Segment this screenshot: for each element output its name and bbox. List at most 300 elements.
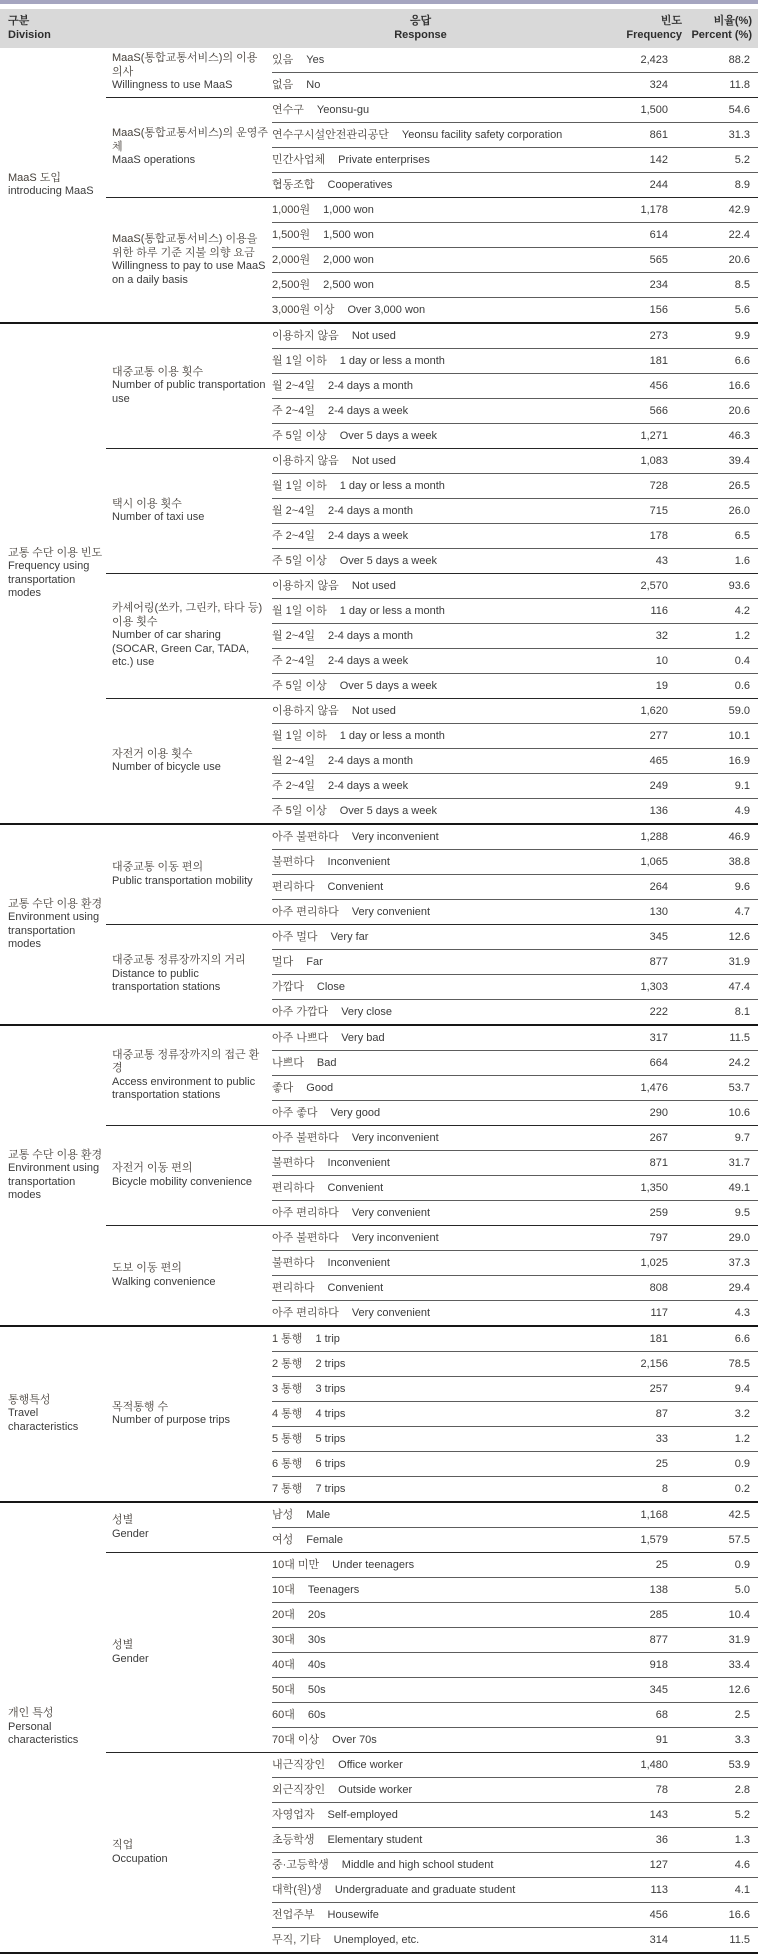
response-english: Over 70s — [332, 1733, 377, 1746]
response-korean: 아주 불편하다 — [272, 1231, 339, 1244]
percent-value: 54.6 — [728, 103, 750, 116]
response-cell — [272, 1784, 608, 1797]
division-label-cell — [0, 48, 106, 322]
header-division-english: Division — [8, 29, 51, 41]
percent-value: 4.3 — [734, 1306, 750, 1319]
response-cell — [272, 906, 608, 919]
table-row — [272, 98, 758, 122]
frequency-value: 87 — [655, 1407, 668, 1420]
frequency-value: 1,620 — [640, 704, 668, 717]
response-cell — [272, 580, 608, 593]
percent-value: 46.9 — [728, 830, 750, 843]
table-row — [272, 1050, 758, 1075]
category-label-english: MaaS operations — [112, 154, 196, 167]
response-cell — [272, 605, 608, 618]
response-cell — [272, 881, 608, 894]
response-korean: 3 통행 — [272, 1382, 303, 1395]
percent-value: 29.4 — [728, 1281, 750, 1294]
response-english: Under teenagers — [332, 1558, 415, 1571]
percent-value: 2.8 — [734, 1783, 750, 1796]
response-english: 1,000 won — [323, 203, 374, 216]
frequency-value: 19 — [655, 679, 668, 692]
category-rows — [272, 98, 758, 197]
response-cell — [272, 1609, 608, 1622]
category-label-korean: 대중교통 이동 편의 — [112, 861, 204, 873]
response-korean: 주 5일 이상 — [272, 429, 327, 442]
response-english: 2-4 days a week — [327, 404, 409, 417]
table-row — [272, 498, 758, 523]
percent-value: 6.6 — [734, 1332, 750, 1345]
frequency-value: 1,025 — [640, 1256, 668, 1269]
response-korean: 월 2~4일 — [272, 379, 315, 392]
category-group — [106, 1225, 758, 1325]
category-rows — [272, 574, 758, 698]
percent-value: 42.5 — [728, 1508, 750, 1521]
response-cell — [272, 730, 608, 743]
category-group — [106, 1552, 758, 1752]
response-english: 1 trip — [315, 1332, 340, 1345]
category-label-english: Walking convenience — [112, 1275, 216, 1288]
response-cell — [272, 1684, 608, 1697]
response-cell — [272, 1358, 608, 1371]
table-row — [272, 348, 758, 373]
category-label-korean: 대중교통 이용 횟수 — [112, 365, 204, 378]
division-label-english: Travel characteristics — [8, 1407, 79, 1433]
frequency-value: 32 — [655, 629, 668, 642]
frequency-value: 456 — [649, 1908, 668, 1921]
response-korean: 월 2~4일 — [272, 504, 315, 517]
response-korean: 40대 — [272, 1658, 295, 1671]
frequency-value: 130 — [649, 905, 668, 918]
header-frequency-english: Frequency — [626, 29, 682, 41]
frequency-value: 566 — [649, 404, 668, 417]
response-english: Good — [306, 1081, 334, 1094]
response-english: Inconvenient — [327, 855, 390, 868]
response-korean: 편리하다 — [272, 1281, 315, 1294]
table-row — [272, 574, 758, 598]
page-top-accent-bar — [0, 0, 758, 4]
response-english: Very inconvenient — [351, 1131, 439, 1144]
response-korean: 60대 — [272, 1708, 295, 1721]
response-korean: 중·고등학생 — [272, 1858, 329, 1871]
frequency-value: 918 — [649, 1658, 668, 1671]
response-korean: 월 1일 이하 — [272, 729, 327, 742]
percent-value: 3.3 — [734, 1733, 750, 1746]
percent-value: 6.6 — [734, 354, 750, 367]
table-row — [272, 523, 758, 548]
response-cell — [272, 1809, 608, 1822]
response-korean: 불편하다 — [272, 1256, 315, 1269]
percent-value: 46.3 — [728, 429, 750, 442]
response-cell — [272, 505, 608, 518]
response-cell — [272, 1884, 608, 1897]
response-english: 2-4 days a month — [327, 504, 413, 517]
percent-value: 5.2 — [734, 1808, 750, 1821]
response-cell — [272, 1232, 608, 1245]
category-label-cell — [106, 449, 272, 573]
response-english: 40s — [307, 1658, 326, 1671]
percent-value: 9.5 — [734, 1206, 750, 1219]
response-cell — [272, 279, 608, 292]
table-row — [272, 122, 758, 147]
category-label-cell — [106, 699, 272, 823]
percent-value: 4.1 — [734, 1883, 750, 1896]
header-response-korean: 응답 — [409, 15, 432, 27]
response-korean: 무직, 기타 — [272, 1933, 321, 1946]
response-korean: 2,000원 — [272, 253, 311, 266]
percent-value: 49.1 — [728, 1181, 750, 1194]
category-label-english: Number of purpose trips — [112, 1414, 230, 1426]
category-label-cell — [106, 48, 272, 97]
category-group — [106, 1125, 758, 1225]
category-rows — [272, 198, 758, 322]
table-row — [272, 1426, 758, 1451]
division-groups — [106, 48, 758, 322]
frequency-value: 314 — [649, 1933, 668, 1946]
response-english: 6 trips — [315, 1457, 346, 1470]
category-label-english: Access environment to public transportation stations — [112, 1075, 256, 1101]
frequency-value: 273 — [649, 329, 668, 342]
frequency-value: 156 — [649, 303, 668, 316]
response-english: 2-4 days a month — [327, 379, 413, 392]
percent-value: 16.6 — [728, 1908, 750, 1921]
response-korean: 3,000원 이상 — [272, 303, 335, 316]
response-english: Male — [306, 1508, 331, 1521]
response-english: Very far — [330, 930, 369, 943]
header-percent-english: Percent (%) — [691, 29, 752, 41]
frequency-value: 1,178 — [640, 203, 668, 216]
category-label-cell — [106, 925, 272, 1024]
category-group — [106, 698, 758, 823]
table-row — [272, 147, 758, 172]
percent-value: 1.2 — [734, 1432, 750, 1445]
percent-value: 26.0 — [728, 504, 750, 517]
percent-value: 31.9 — [728, 1633, 750, 1646]
frequency-value: 257 — [649, 1382, 668, 1395]
frequency-value: 345 — [649, 930, 668, 943]
frequency-value: 78 — [655, 1783, 668, 1796]
response-cell — [272, 355, 608, 368]
category-group — [106, 1026, 758, 1125]
category-label-korean: 카셰어링(쏘카, 그린카, 타다 등) 이용 횟수 — [112, 602, 263, 628]
table-row — [272, 272, 758, 297]
category-group — [106, 324, 758, 448]
category-group — [106, 97, 758, 197]
response-cell — [272, 104, 608, 117]
category-label-english: Bicycle mobility convenience — [112, 1175, 253, 1188]
table-row — [272, 1126, 758, 1150]
percent-value: 9.9 — [734, 329, 750, 342]
response-cell — [272, 304, 608, 317]
response-korean: 초등학생 — [272, 1833, 315, 1846]
division-label-cell — [0, 1503, 106, 1952]
frequency-value: 25 — [655, 1558, 668, 1571]
table-row — [272, 723, 758, 748]
response-english: 4 trips — [315, 1407, 346, 1420]
response-cell — [272, 1584, 608, 1597]
table-row — [272, 949, 758, 974]
response-korean: 10대 미만 — [272, 1558, 320, 1571]
response-korean: 월 1일 이하 — [272, 604, 327, 617]
category-label-korean: MaaS(통합교통서비스)의 운영주체 — [112, 127, 269, 153]
category-rows — [272, 825, 758, 924]
frequency-value: 127 — [649, 1858, 668, 1871]
percent-value: 1.2 — [734, 629, 750, 642]
response-english: Not used — [351, 704, 396, 717]
category-label-cell — [106, 198, 272, 322]
percent-value: 0.9 — [734, 1558, 750, 1571]
category-group — [106, 48, 758, 97]
response-cell — [272, 530, 608, 543]
response-cell — [272, 1759, 608, 1772]
frequency-value: 68 — [655, 1708, 668, 1721]
response-cell — [272, 330, 608, 343]
response-korean: 주 2~4일 — [272, 779, 315, 792]
response-cell — [272, 831, 608, 844]
category-group — [106, 448, 758, 573]
response-english: Very close — [341, 1005, 392, 1018]
frequency-value: 91 — [655, 1733, 668, 1746]
frequency-value: 871 — [649, 1156, 668, 1169]
percent-value: 1.3 — [734, 1833, 750, 1846]
percent-value: 9.7 — [734, 1131, 750, 1144]
response-english: 30s — [307, 1633, 326, 1646]
response-korean: 아주 가깝다 — [272, 1005, 329, 1018]
percent-value: 31.7 — [728, 1156, 750, 1169]
response-cell — [272, 1483, 608, 1496]
response-english: 1 day or less a month — [339, 604, 445, 617]
category-group — [106, 573, 758, 698]
category-label-cell — [106, 574, 272, 698]
response-english: Convenient — [327, 1181, 384, 1194]
frequency-value: 181 — [649, 354, 668, 367]
table-row — [272, 1226, 758, 1250]
response-cell — [272, 1107, 608, 1120]
percent-value: 4.7 — [734, 905, 750, 918]
percent-value: 12.6 — [728, 1683, 750, 1696]
category-label-korean: MaaS(통합교통서비스)의 이용 의사 — [112, 52, 258, 78]
category-rows — [272, 1503, 758, 1552]
percent-value: 78.5 — [728, 1357, 750, 1370]
frequency-value: 877 — [649, 1633, 668, 1646]
percent-value: 59.0 — [728, 704, 750, 717]
table-row — [272, 449, 758, 473]
frequency-value: 2,570 — [640, 579, 668, 592]
percent-value: 4.6 — [734, 1858, 750, 1871]
table-row — [272, 1553, 758, 1577]
category-label-korean: 목적통행 수 — [112, 1400, 169, 1413]
division-section — [0, 322, 758, 823]
frequency-value: 43 — [655, 554, 668, 567]
response-korean: 민간사업체 — [272, 153, 326, 166]
response-english: Very convenient — [351, 905, 431, 918]
response-korean: 아주 불편하다 — [272, 1131, 339, 1144]
response-english: Not used — [351, 454, 396, 467]
percent-value: 93.6 — [728, 579, 750, 592]
percent-value: 16.6 — [728, 379, 750, 392]
percent-value: 6.5 — [734, 529, 750, 542]
percent-value: 10.6 — [728, 1106, 750, 1119]
response-korean: 여성 — [272, 1533, 294, 1546]
table-row — [272, 1351, 758, 1376]
response-english: Very convenient — [351, 1306, 431, 1319]
response-english: No — [306, 78, 321, 91]
table-row — [272, 699, 758, 723]
response-english: Very inconvenient — [351, 1231, 439, 1244]
table-row — [272, 1150, 758, 1175]
table-row — [272, 48, 758, 72]
response-english: 1 day or less a month — [339, 479, 445, 492]
frequency-value: 181 — [649, 1332, 668, 1345]
response-cell — [272, 1006, 608, 1019]
response-korean: 좋다 — [272, 1081, 294, 1094]
division-section — [0, 1325, 758, 1501]
frequency-value: 10 — [655, 654, 668, 667]
response-korean: 월 2~4일 — [272, 754, 315, 767]
response-english: Convenient — [327, 880, 384, 893]
frequency-value: 1,579 — [640, 1533, 668, 1546]
table-row — [272, 247, 758, 272]
table-row — [272, 1677, 758, 1702]
response-cell — [272, 229, 608, 242]
response-english: Convenient — [327, 1281, 384, 1294]
response-english: 20s — [307, 1608, 326, 1621]
frequency-value: 808 — [649, 1281, 668, 1294]
table-row — [272, 398, 758, 423]
response-korean: 주 2~4일 — [272, 404, 315, 417]
response-english: Bad — [316, 1056, 337, 1069]
response-cell — [272, 1709, 608, 1722]
response-korean: 6 통행 — [272, 1457, 303, 1470]
response-cell — [272, 630, 608, 643]
percent-value: 47.4 — [728, 980, 750, 993]
table-row — [272, 473, 758, 498]
response-korean: 월 2~4일 — [272, 629, 315, 642]
percent-value: 8.9 — [734, 178, 750, 191]
response-korean: 아주 편리하다 — [272, 1206, 339, 1219]
category-label-korean: 자전거 이동 편의 — [112, 1162, 193, 1174]
response-cell — [272, 179, 608, 192]
response-cell — [272, 1458, 608, 1471]
category-rows — [272, 324, 758, 448]
table-row — [272, 1100, 758, 1125]
response-english: Female — [306, 1533, 343, 1546]
response-korean: 월 1일 이하 — [272, 479, 327, 492]
percent-value: 9.1 — [734, 779, 750, 792]
percent-value: 5.2 — [734, 153, 750, 166]
table-row — [272, 1275, 758, 1300]
response-korean: 아주 멀다 — [272, 930, 318, 943]
percent-value: 3.2 — [734, 1407, 750, 1420]
division-section — [0, 1501, 758, 1952]
frequency-value: 8 — [661, 1482, 668, 1495]
percent-value: 53.9 — [728, 1758, 750, 1771]
response-korean: 아주 불편하다 — [272, 830, 339, 843]
response-english: Elementary student — [327, 1833, 423, 1846]
percent-value: 37.3 — [728, 1256, 750, 1269]
response-cell — [272, 755, 608, 768]
table-row — [272, 198, 758, 222]
response-korean: 이용하지 않음 — [272, 454, 339, 467]
frequency-value: 142 — [649, 153, 668, 166]
response-cell — [272, 480, 608, 493]
response-korean: 내근직장인 — [272, 1758, 326, 1771]
response-cell — [272, 1282, 608, 1295]
response-cell — [272, 981, 608, 994]
table-row — [272, 648, 758, 673]
response-korean: 30대 — [272, 1633, 295, 1646]
percent-value: 29.0 — [728, 1231, 750, 1244]
response-cell — [272, 1834, 608, 1847]
table-row — [272, 598, 758, 623]
percent-value: 0.9 — [734, 1457, 750, 1470]
percent-value: 8.1 — [734, 1005, 750, 1018]
table-row — [272, 1777, 758, 1802]
category-label-cell — [106, 1226, 272, 1325]
response-korean: 7 통행 — [272, 1482, 303, 1495]
category-label-english: Gender — [112, 1527, 149, 1540]
division-label-english: Environment using transportation modes — [8, 911, 100, 950]
frequency-value: 222 — [649, 1005, 668, 1018]
percent-value: 20.6 — [728, 404, 750, 417]
frequency-value: 1,480 — [640, 1758, 668, 1771]
response-korean: 70대 이상 — [272, 1733, 320, 1746]
frequency-value: 797 — [649, 1231, 668, 1244]
response-english: Very convenient — [351, 1206, 431, 1219]
table-row — [272, 899, 758, 924]
response-english: Self-employed — [327, 1808, 398, 1821]
percent-value: 11.5 — [729, 1031, 750, 1044]
table-row — [272, 172, 758, 197]
percent-value: 2.5 — [734, 1708, 750, 1721]
frequency-value: 614 — [649, 228, 668, 241]
header-response-english: Response — [394, 29, 447, 41]
response-korean: 멀다 — [272, 955, 294, 968]
division-section — [0, 823, 758, 1024]
division-label-korean: 교통 수단 이용 환경 — [8, 897, 103, 910]
percent-value: 9.6 — [734, 880, 750, 893]
response-english: Not used — [351, 579, 396, 592]
category-label-english: Public transportation mobility — [112, 874, 253, 887]
division-section — [0, 48, 758, 322]
response-korean: 2,500원 — [272, 278, 311, 291]
response-english: Yeonsu-gu — [316, 103, 370, 116]
response-korean: 편리하다 — [272, 880, 315, 893]
response-cell — [272, 1859, 608, 1872]
percent-value: 9.4 — [734, 1382, 750, 1395]
frequency-value: 264 — [649, 880, 668, 893]
frequency-value: 117 — [650, 1306, 668, 1319]
frequency-value: 116 — [650, 604, 668, 617]
frequency-value: 244 — [649, 178, 668, 191]
response-cell — [272, 1509, 608, 1522]
table-row — [272, 1877, 758, 1902]
response-english: Over 5 days a week — [339, 554, 437, 567]
response-korean: 1 통행 — [272, 1332, 303, 1345]
response-korean: 주 2~4일 — [272, 654, 315, 667]
response-korean: 편리하다 — [272, 1181, 315, 1194]
response-cell — [272, 79, 608, 92]
table-row — [272, 773, 758, 798]
response-cell — [272, 1659, 608, 1672]
division-label-cell — [0, 324, 106, 823]
category-label-korean: 성별 — [112, 1639, 134, 1651]
category-label-korean: 자전거 이용 횟수 — [112, 747, 193, 760]
category-label-english: Number of taxi use — [112, 511, 205, 523]
category-label-cell — [106, 1503, 272, 1552]
table-row — [272, 999, 758, 1024]
frequency-value: 143 — [649, 1808, 668, 1821]
